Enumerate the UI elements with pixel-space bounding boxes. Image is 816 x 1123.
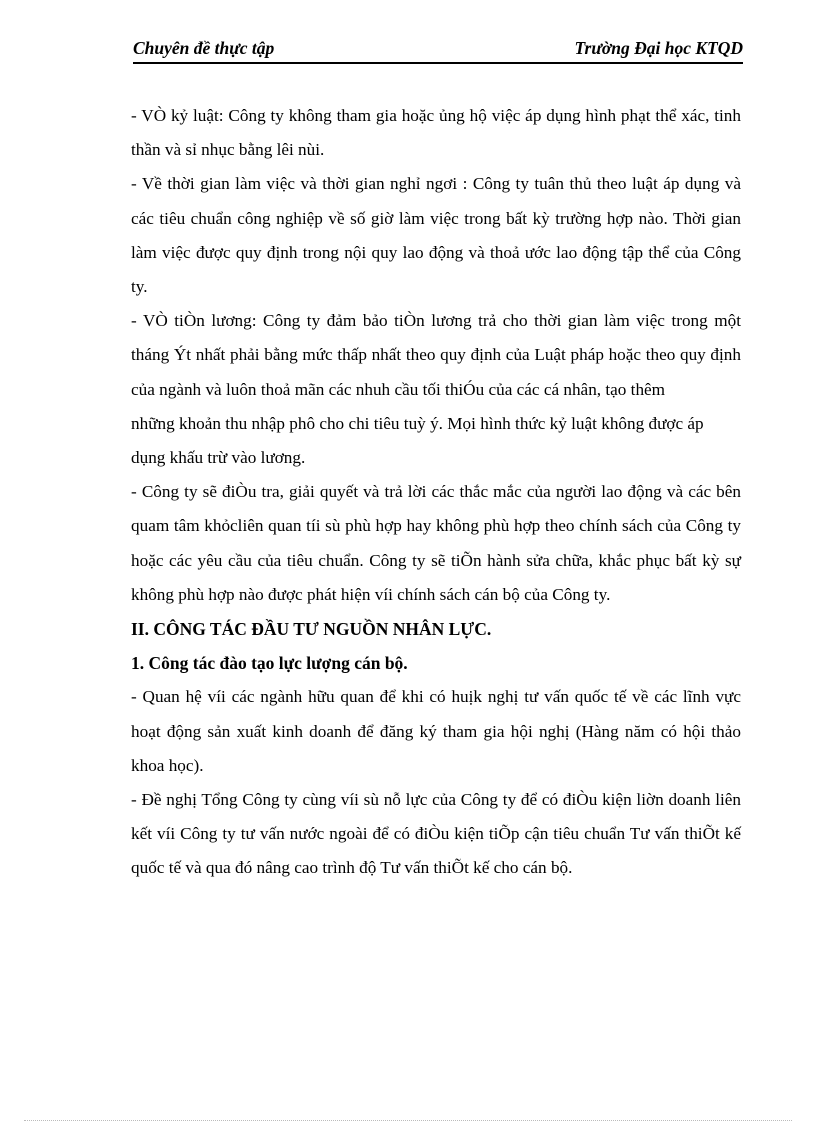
subsection-heading: 1. Công tác đào tạo lực lượng cán bộ. <box>131 653 408 674</box>
paragraph-extra-income: những khoản thu nhập phô cho chi tiêu tuỳ ý. Mọi hình thức kỷ luật không được áp dụng khấu trừ vào lương. <box>131 413 704 468</box>
paragraph-discipline: - VÒ kỷ luật: Công ty không tham gia hoặc ủng hộ việc áp dụng hình phạt thể xác, tinh thần và sỉ nhục bằng lêi nùi. <box>131 106 741 160</box>
paragraph-international-relations: - Quan hệ víi các ngành hữu quan để khi có huịk nghị tư vấn quốc tế về các lĩnh vực hoạt động sản xuất kinh doanh để đăng ký tham gia hội nghị (Hàng năm có hội thảo khoa học). <box>131 687 741 775</box>
paragraph-wages: - VÒ tiÒn lương: Công ty đảm bảo tiÒn lương trả cho thời gian làm việc trong một tháng Ýt nhất phải bằng mức thấp nhất theo quy định của Luật pháp hoặc theo quy định của ngành và luôn thoả mãn các nhuh cầu tối thiÓu của các cá nhân, tạo thêm <box>131 311 741 399</box>
document-body <box>131 99 741 886</box>
page-header <box>133 36 743 64</box>
header-document-type: Chuyên đề thực tập <box>133 38 275 58</box>
section-heading: II. CÔNG TÁC ĐẦU TƯ NGUỒN NHÂN LỰC. <box>131 619 492 640</box>
header-university: Trường Đại học KTQD <box>574 38 743 58</box>
paragraph-joint-venture: - Đề nghị Tổng Công ty cùng víi sù nỗ lực của Công ty để có điÒu kiện liờn doanh liên kết víi Công ty tư vấn nước ngoài để có điÒu kiện tiÕp cận tiêu chuẩn Tư vấn thiÕt kế quốc tế và qua đó nâng cao trình độ Tư vấn thiÕt kế cho cán bộ. <box>131 790 741 878</box>
paragraph-complaints: - Công ty sẽ điÒu tra, giải quyết và trả lời các thắc mắc của người lao động và các bên quam tâm khỏcliên quan tíi sù phù hợp hay không phù hợp theo chính sách của Công ty hoặc các yêu cầu của tiêu chuẩn. Công ty sẽ tiÕn hành sửa chữa, khắc phục bất kỳ sự không phù hợp nào được phát hiện víi chính sách cán bộ của Công ty. <box>131 482 741 604</box>
page-bottom-divider <box>24 1120 792 1121</box>
paragraph-working-hours: - Về thời gian làm việc và thời gian nghỉ ngơi : Công ty tuân thủ theo luật áp dụng và các tiêu chuẩn công nghiệp về số giờ làm việc trong bất kỳ trường hợp nào. Thời gian làm việc được quy định trong nội quy lao động và thoả ước lao động tập thể của Công ty. <box>131 174 741 297</box>
